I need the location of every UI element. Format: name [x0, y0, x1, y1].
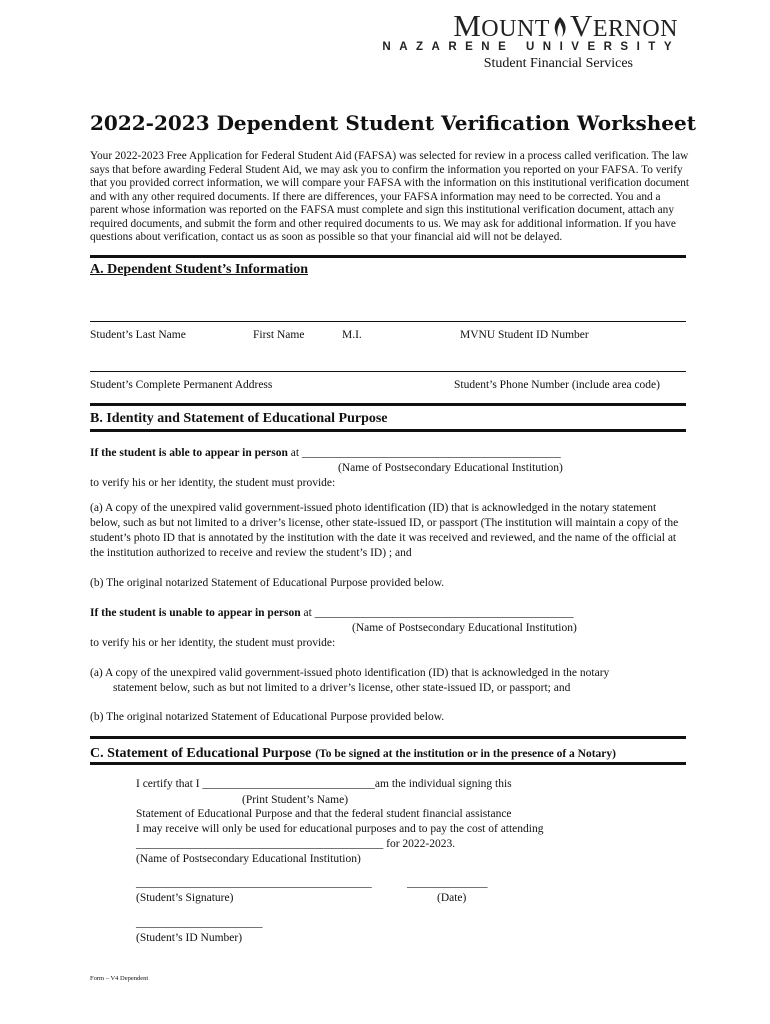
certify-pre: I certify that I — [136, 778, 203, 790]
in-person-line — [90, 446, 561, 461]
section-c-note: (To be signed at the institution or in the presence of a Notary) — [315, 748, 616, 760]
certify-post: am the individual signing this — [374, 778, 512, 790]
logo-subtitle: NAZARENE UNIVERSITY — [382, 41, 680, 53]
logo-m: M — [453, 8, 482, 43]
section-a-top-rule — [90, 255, 686, 258]
institution-blank-1[interactable]: _____________________________________________ — [301, 447, 561, 459]
institution-blank-2[interactable]: _____________________________________________ — [314, 607, 574, 619]
print-name-label: (Print Student’s Name) — [242, 794, 349, 806]
institution-label-2: (Name of Postsecondary Educational Institution) — [352, 622, 577, 634]
date-label: (Date) — [437, 892, 467, 904]
name-line[interactable] — [90, 321, 686, 322]
section-b-bottom-rule — [90, 429, 686, 432]
section-c-bottom-rule — [90, 762, 686, 765]
verify-text-2: to verify his or her identity, the student must provide: — [90, 637, 336, 649]
mi-label: M.I. — [342, 329, 362, 341]
for-year: for 2022-2023. — [383, 838, 456, 850]
statement-line-2: Statement of Educational Purpose and that the federal student financial assistance — [136, 808, 512, 820]
address-line[interactable] — [90, 371, 686, 372]
logo-ernon: ERNON — [592, 16, 678, 42]
at-text: at — [287, 447, 302, 459]
in-person-bold: If the student is able to appear in person — [90, 447, 288, 459]
signature-blank[interactable]: _________________________________________ — [136, 877, 372, 889]
form-footer: Form – V4 Dependent — [90, 975, 149, 982]
page-title: 2022-2023 Dependent Student Verification Worksheet — [90, 111, 696, 135]
print-name-blank[interactable]: ______________________________ — [202, 778, 375, 790]
institution-label-3: (Name of Postsecondary Educational Institution) — [136, 853, 361, 865]
statement-line-3: I may receive will only be used for educational purposes and to pay the cost of attending — [136, 823, 544, 835]
student-id-number-label: (Student’s ID Number) — [136, 932, 243, 944]
flame-leaf-icon — [550, 16, 570, 38]
logo-v: V — [569, 8, 593, 43]
signature-label: (Student’s Signature) — [136, 892, 234, 904]
section-c-heading: C. Statement of Educational Purpose — [90, 746, 312, 761]
section-c-top-rule — [90, 736, 686, 739]
student-id-label: MVNU Student ID Number — [460, 329, 589, 341]
section-c-heading-line — [90, 744, 616, 762]
at-text-2: at — [300, 607, 315, 619]
institution-year-line — [136, 837, 455, 852]
date-blank[interactable]: ______________ — [407, 877, 488, 889]
address-label: Student’s Complete Permanent Address — [90, 379, 273, 391]
institution-label-1: (Name of Postsecondary Educational Institution) — [338, 462, 563, 474]
first-name-label: First Name — [253, 329, 305, 341]
item-a-not-in-person-1: (a) A copy of the unexpired valid government-issued photo identification (ID) that is acknowledged in the notary — [90, 667, 610, 679]
item-b-not-in-person: (b) The original notarized Statement of Educational Purpose provided below. — [90, 711, 445, 723]
item-b-in-person: (b) The original notarized Statement of Educational Purpose provided below. — [90, 577, 445, 589]
last-name-label: Student’s Last Name — [90, 329, 186, 341]
section-b-heading: B. Identity and Statement of Educational Purpose — [90, 411, 388, 426]
section-b-top-rule — [90, 403, 686, 406]
section-a-heading: A. Dependent Student’s Information — [90, 262, 309, 277]
verify-text-1: to verify his or her identity, the student must provide: — [90, 477, 336, 489]
phone-label: Student’s Phone Number (include area code) — [454, 379, 660, 391]
university-logo — [453, 8, 678, 44]
department-name: Student Financial Services — [483, 56, 633, 71]
item-a-in-person: (a) A copy of the unexpired valid government-issued photo identification (ID) that is acknowledged in the notary statement below, such as but not limited to a driver’s license, other state-issued ID, or passport (The institution will maintain a copy of the student’s photo ID that is annotated by the institution with the date it was received and reviewed, and the name of the official at the institution authorized to receive and review the student’s ID) ; and — [90, 502, 679, 559]
student-id-blank[interactable]: ______________________ — [136, 917, 263, 929]
intro-paragraph: Your 2022-2023 Free Application for Federal Student Aid (FAFSA) was selected for review in a process called verification. The law says that before awarding Federal Student Aid, we may ask you to confirm the information you reported on your FAFSA. To verify that you provided correct information, we will compare your FAFSA with the information on this institutional verification document and with any other required documents. If there are differences, your FAFSA information may need to be corrected. You and a parent whose information was reported on the FAFSA must complete and sign this institutional verification document, attach any required documents, and submit the form and other required documents to us. We may ask for additional information. If you have questions about verification, contact us as soon as possible so that your financial aid will not be delayed. — [90, 150, 690, 243]
not-in-person-bold: If the student is unable to appear in person — [90, 607, 301, 619]
not-in-person-line — [90, 606, 573, 621]
item-a-not-in-person-2: statement below, such as but not limited to a driver’s license, other state-issued ID, or passport; and — [113, 682, 571, 694]
institution-blank-3[interactable]: ___________________________________________ — [136, 838, 384, 850]
logo-ount: OUNT — [481, 16, 550, 42]
certify-line — [136, 777, 512, 792]
